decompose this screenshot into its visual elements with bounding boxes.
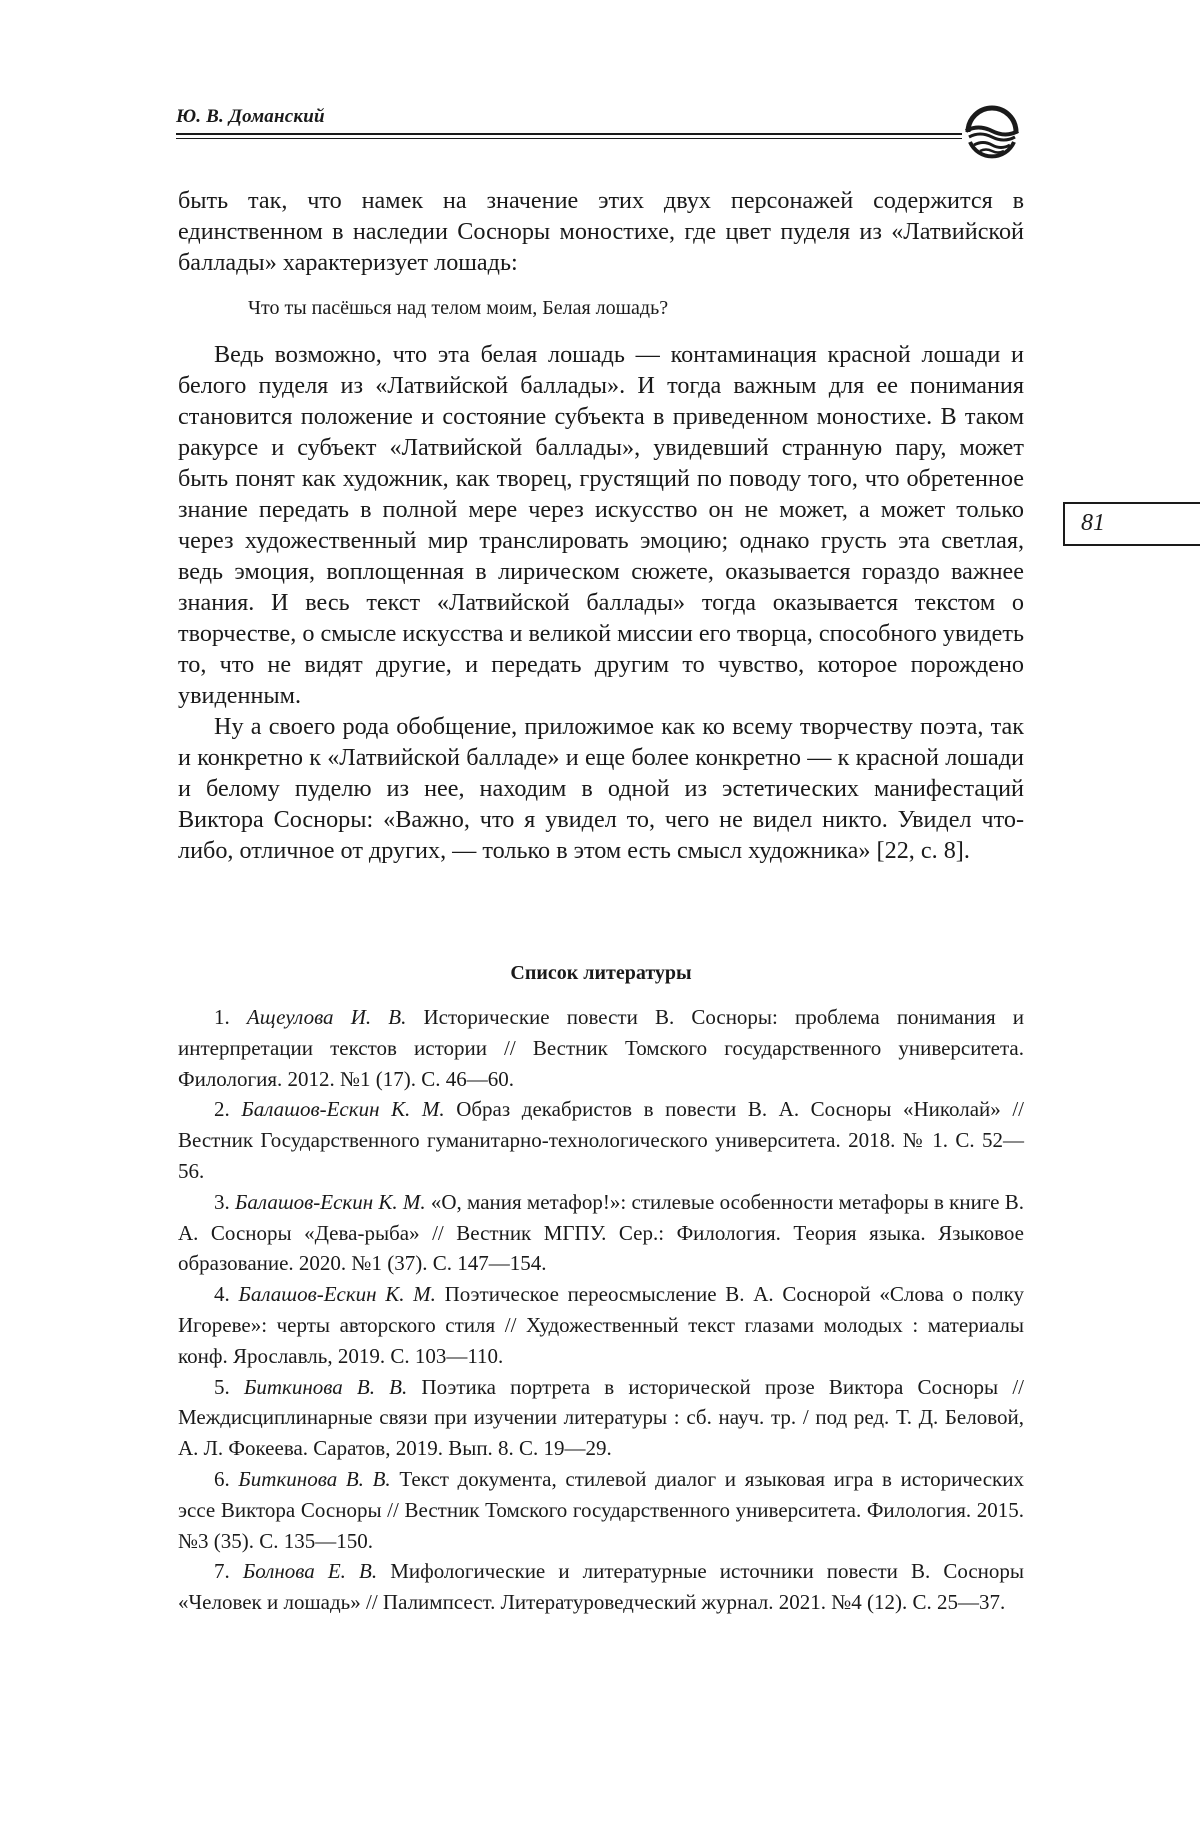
- intro-block: [178, 185, 1024, 278]
- reference-item: 5. Биткинова В. В. Поэтика портрета в исторической прозе Виктора Сосноры // Междисциплинарные связи при изучении литературы : сб. науч. тр. / под ред. Т. Д. Беловой, А. Л. Фокеева. Саратов, 2019. Вып. 8. С. 19—29.: [178, 1374, 1025, 1461]
- header-author: Ю. В. Доманский: [176, 106, 325, 127]
- running-header: [176, 100, 1026, 160]
- monostich-quote: Что ты пасёшься над телом моим, Белая лошадь?: [248, 297, 669, 319]
- reference-author: Биткинова В. В.: [243, 1374, 408, 1399]
- journal-wave-logo-icon: [962, 104, 1022, 160]
- main-text: [178, 339, 1024, 866]
- reference-item: 7. Болнова Е. В. Мифологические и литературные источники повести В. Сосноры «Человек и лошадь» // Палимпсест. Литературоведческий журнал. 2021. №4 (12). С. 25—37.: [178, 1559, 1025, 1615]
- reference-author: Биткинова В. В.: [238, 1466, 391, 1491]
- paragraph: Ну а своего рода обобщение, приложимое как ко всему творчеству поэта, так и конкретно к «Латвийской балладе» и еще более конкретно — к красной лошади и белому пуделю из нее, находим в одной из эстетических манифестаций Виктора Сосноры: «Важно, что я увидел то, чего не видел никто. Увидел что-либо, отличное от других, — только в этом есть смысл художника» [22, с. 8].: [178, 713, 1024, 864]
- reference-author: Балашов-Ескин К. М.: [241, 1097, 445, 1122]
- reference-item: 3. Балашов-Ескин К. М. «О, мания метафор!»: стилевые особенности метафоры в книге В. А. Сосноры «Дева-рыба» // Вестник МГПУ. Сер.: Филология. Теория языка. Языковое образование. 2020. №1 (37). С. 147—154.: [178, 1189, 1025, 1276]
- reference-item: 4. Балашов-Ескин К. М. Поэтическое переосмысление В. А. Соснорой «Слова о полку Игореве»: черты авторского стиля // Художественный текст глазами молодых : материалы конф. Ярославль, 2019. С. 103—110.: [178, 1282, 1025, 1368]
- intro-paragraph: быть так, что намек на значение этих двух персонажей содержится в единственном в наследии Сосноры моностихе, где цвет пуделя из «Латвийской баллады» характеризует лошадь:: [178, 187, 1024, 276]
- header-rule-thick: [176, 133, 962, 135]
- references-title: Список литературы: [510, 962, 692, 984]
- reference-item: 1. Ащеулова И. В. Исторические повести В. Сосноры: проблема понимания и интерпретации текстов истории // Вестник Томского государственного университета. Филология. 2012. №1 (17). С. 46—60.: [178, 1005, 1025, 1091]
- references-list: [178, 1002, 1024, 1618]
- reference-item: 2. Балашов-Ескин К. М. Образ декабристов в повести В. А. Сосноры «Николай» // Вестник Государственного гуманитарно-технологического университета. 2018. № 1. С. 52—56.: [178, 1097, 1025, 1183]
- page-number-box: [1063, 502, 1200, 546]
- header-rule-thin: [176, 138, 962, 139]
- paragraph: Ведь возможно, что эта белая лошадь — контаминация красной лошади и белого пуделя из «Латвийской баллады». И тогда важным для ее понимания становится положение и состояние субъекта в приведенном моностихе. В таком ракурсе и субъект «Латвийской баллады», увидевший странную пару, может быть понят как художник, как творец, грустящий по поводу того, что обретенное знание передать в полной мере через искусство он не может, а может только через художественный мир транслировать эмоцию; однако грусть эта светлая, ведь эмоция, воплощенная в лирическом сюжете, оказывается гораздо важнее знания. И весь текст «Латвийской баллады» тогда оказывается текстом о творчестве, о смысле искусства и великой миссии его творца, способного увидеть то, что не видят другие, и передать другим то чувство, которое порождено увиденным.: [178, 341, 1024, 709]
- reference-author: Ащеулова И. В.: [246, 1005, 407, 1029]
- reference-author: Балашов-Ескин К. М.: [235, 1189, 426, 1214]
- reference-author: Болнова Е. В.: [242, 1559, 378, 1584]
- reference-author: Балашов-Ескин К. М.: [238, 1282, 436, 1307]
- reference-item: 6. Биткинова В. В. Текст документа, стилевой диалог и языковая игра в исторических эссе Виктора Сосноры // Вестник Томского государственного университета. Филология. 2015. №3 (35). С. 135—150.: [178, 1466, 1024, 1553]
- page-number: 81: [1081, 510, 1105, 536]
